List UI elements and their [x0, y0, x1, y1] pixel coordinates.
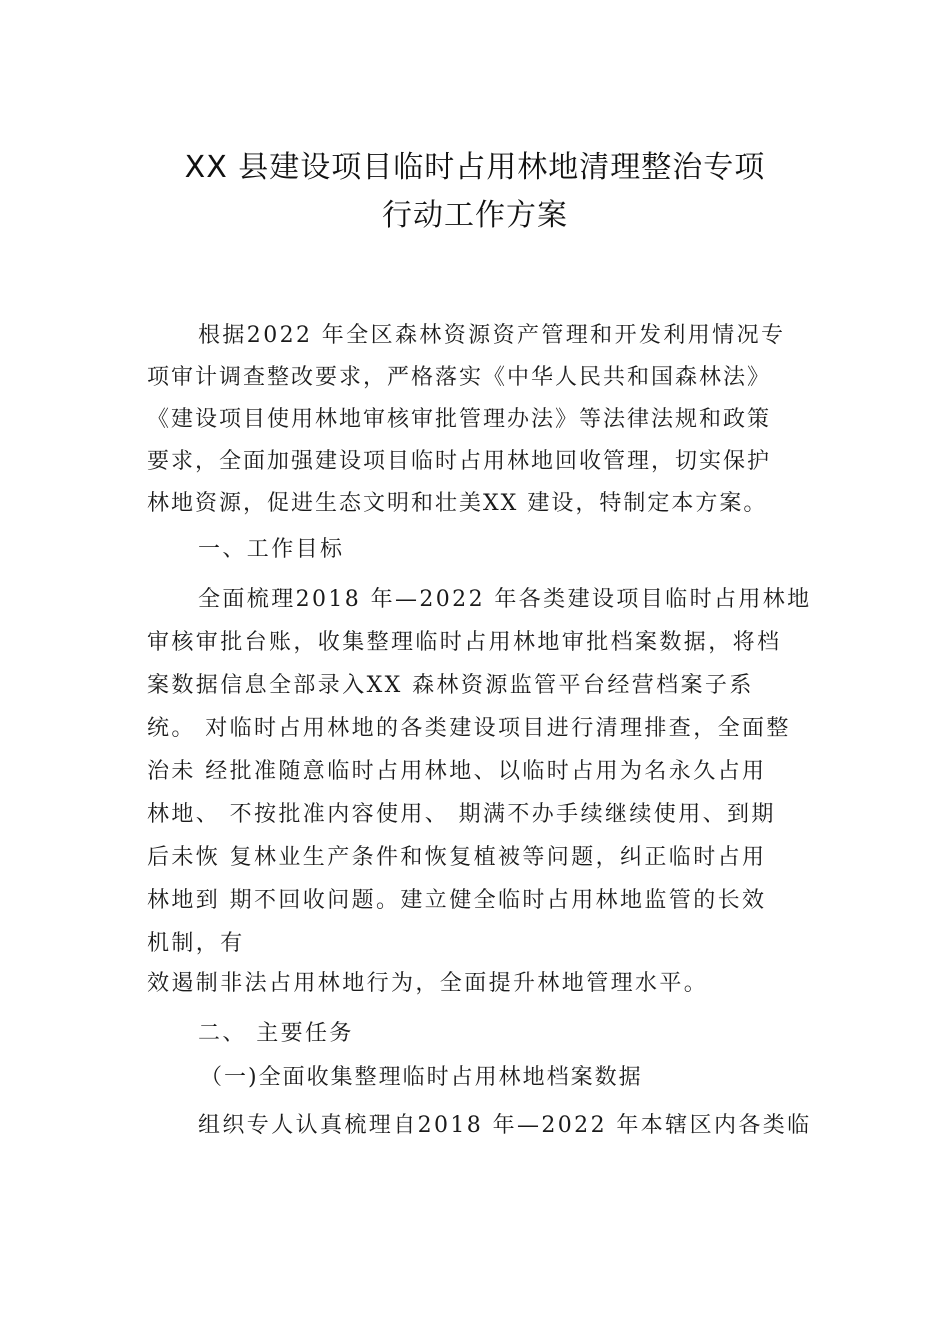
goal-line: 统。 对临时占用林地的各类建设项目进行清理排查，全面整 — [147, 716, 791, 741]
goal-line: 治未 经批准随意临时占用林地、以临时占用为名永久占用 — [147, 759, 767, 784]
goal-line: 案数据信息全部录入XX 森林资源监管平台经营档案子系 — [147, 673, 754, 698]
goal-line: 全面梳理2018 年—2022 年各类建设项目临时占用林地 — [198, 587, 812, 612]
intro-line: 要求，全面加强建设项目临时占用林地回收管理，切实保护 — [147, 449, 772, 474]
task-line: 组织专人认真梳理自2018 年—2022 年本辖区内各类临 — [198, 1113, 812, 1138]
subsection-heading-1: （一)全面收集整理临时占用林地档案数据 — [200, 1065, 643, 1090]
document-title-line-1: XX 县建设项目临时占用林地清理整治专项 — [184, 150, 766, 185]
goal-line: 后未恢 复林业生产条件和恢复植被等问题，纠正临时占用 — [147, 845, 767, 870]
intro-line: 林地资源，促进生态文明和壮美XX 建设，特制定本方案。 — [147, 491, 768, 516]
goal-line: 效遏制非法占用林地行为，全面提升林地管理水平。 — [147, 971, 709, 996]
goal-line: 林地到 期不回收问题。建立健全临时占用林地监管的长效 — [147, 888, 767, 913]
document-title-line-2: 行动工作方案 — [382, 198, 568, 233]
section-heading-2: 二、 主要任务 — [198, 1021, 354, 1046]
intro-line: 项审计调查整改要求，严格落实《中华人民共和国森林法》 — [147, 365, 772, 390]
intro-line: 根据2022 年全区森林资源资产管理和开发利用情况专 — [198, 323, 786, 348]
section-heading-1: 一、工作目标 — [198, 537, 345, 562]
goal-line: 林地、 不按批准内容使用、 期满不办手续继续使用、到期 — [147, 802, 776, 827]
intro-line: 《建设项目使用林地审核审批管理办法》等法律法规和政策 — [147, 407, 772, 432]
goal-line: 审核审批台账，收集整理临时占用林地审批档案数据，将档 — [147, 630, 782, 655]
goal-line: 机制，有 — [147, 931, 245, 956]
